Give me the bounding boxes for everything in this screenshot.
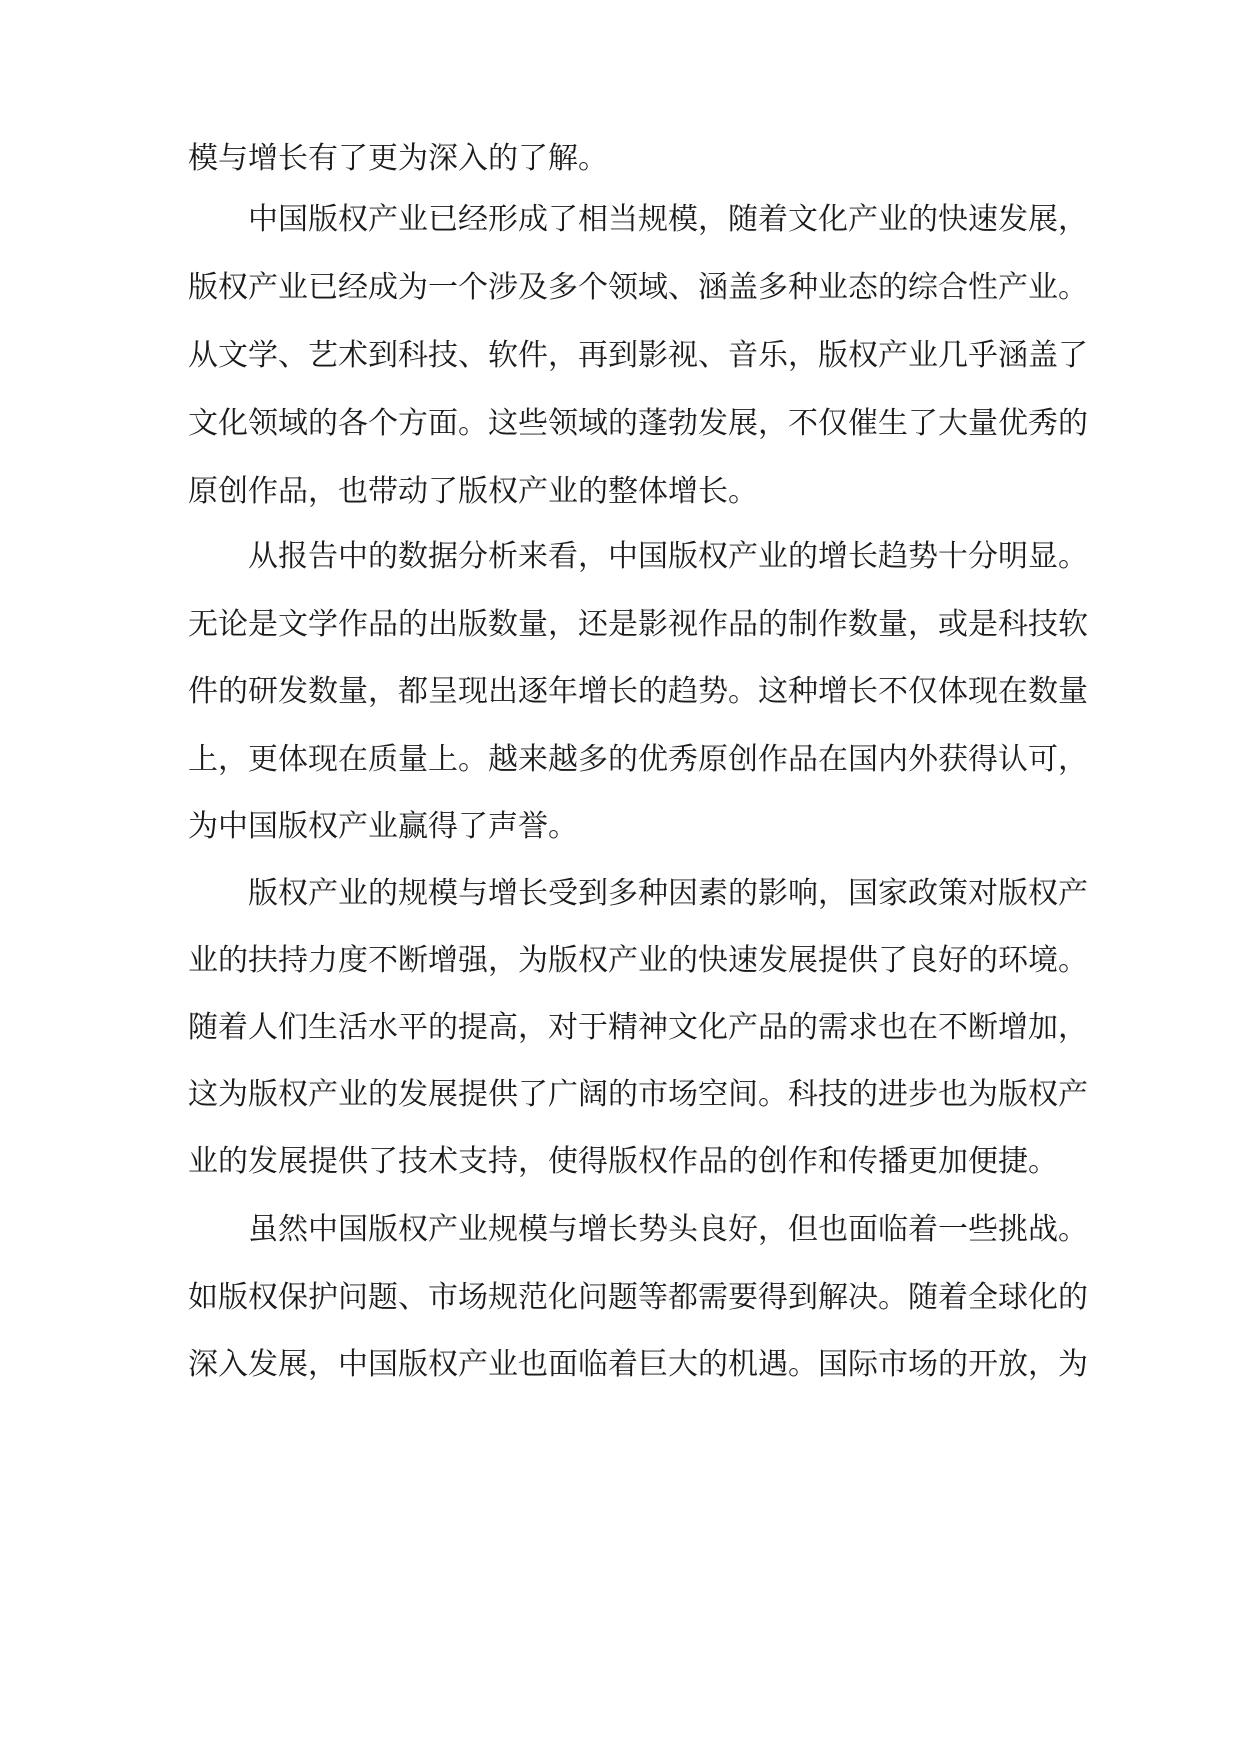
text-line: 这为版权产业的发展提供了广阔的市场空间。科技的进步也为版权产 xyxy=(188,1077,1088,1112)
text-line: 从文学、艺术到科技、软件，再到影视、音乐，版权产业几乎涵盖了 xyxy=(188,338,1088,373)
text-line: 原创作品，也带动了版权产业的整体增长。 xyxy=(188,474,758,509)
text-line: 业的发展提供了技术支持，使得版权作品的创作和传播更加便捷。 xyxy=(188,1144,1058,1179)
paragraph-first-line: 从报告中的数据分析来看，中国版权产业的增长趋势十分明显。 xyxy=(248,539,1088,574)
text-line: 模与增长有了更为深入的了解。 xyxy=(188,141,608,176)
text-line: 版权产业已经成为一个涉及多个领域、涵盖多种业态的综合性产业。 xyxy=(188,270,1088,305)
text-line: 无论是文学作品的出版数量，还是影视作品的制作数量，或是科技软 xyxy=(188,607,1088,642)
text-line: 业的扶持力度不断增强，为版权产业的快速发展提供了良好的环境。 xyxy=(188,943,1088,978)
text-line: 如版权保护问题、市场规范化问题等都需要得到解决。随着全球化的 xyxy=(188,1280,1088,1315)
text-line: 件的研发数量，都呈现出逐年增长的趋势。这种增长不仅体现在数量 xyxy=(188,674,1088,709)
paragraph-first-line: 版权产业的规模与增长受到多种因素的影响，国家政策对版权产 xyxy=(248,876,1088,911)
text-line: 上，更体现在质量上。越来越多的优秀原创作品在国内外获得认可， xyxy=(188,742,1088,777)
text-line: 随着人们生活水平的提高，对于精神文化产品的需求也在不断增加， xyxy=(188,1010,1088,1045)
text-line: 文化领域的各个方面。这些领域的蓬勃发展，不仅催生了大量优秀的 xyxy=(188,406,1088,441)
text-line: 深入发展，中国版权产业也面临着巨大的机遇。国际市场的开放，为 xyxy=(188,1347,1088,1382)
text-line: 为中国版权产业赢得了声誉。 xyxy=(188,809,578,844)
paragraph-first-line: 中国版权产业已经形成了相当规模，随着文化产业的快速发展， xyxy=(248,202,1088,237)
paragraph-first-line: 虽然中国版权产业规模与增长势头良好，但也面临着一些挑战。 xyxy=(248,1212,1088,1247)
